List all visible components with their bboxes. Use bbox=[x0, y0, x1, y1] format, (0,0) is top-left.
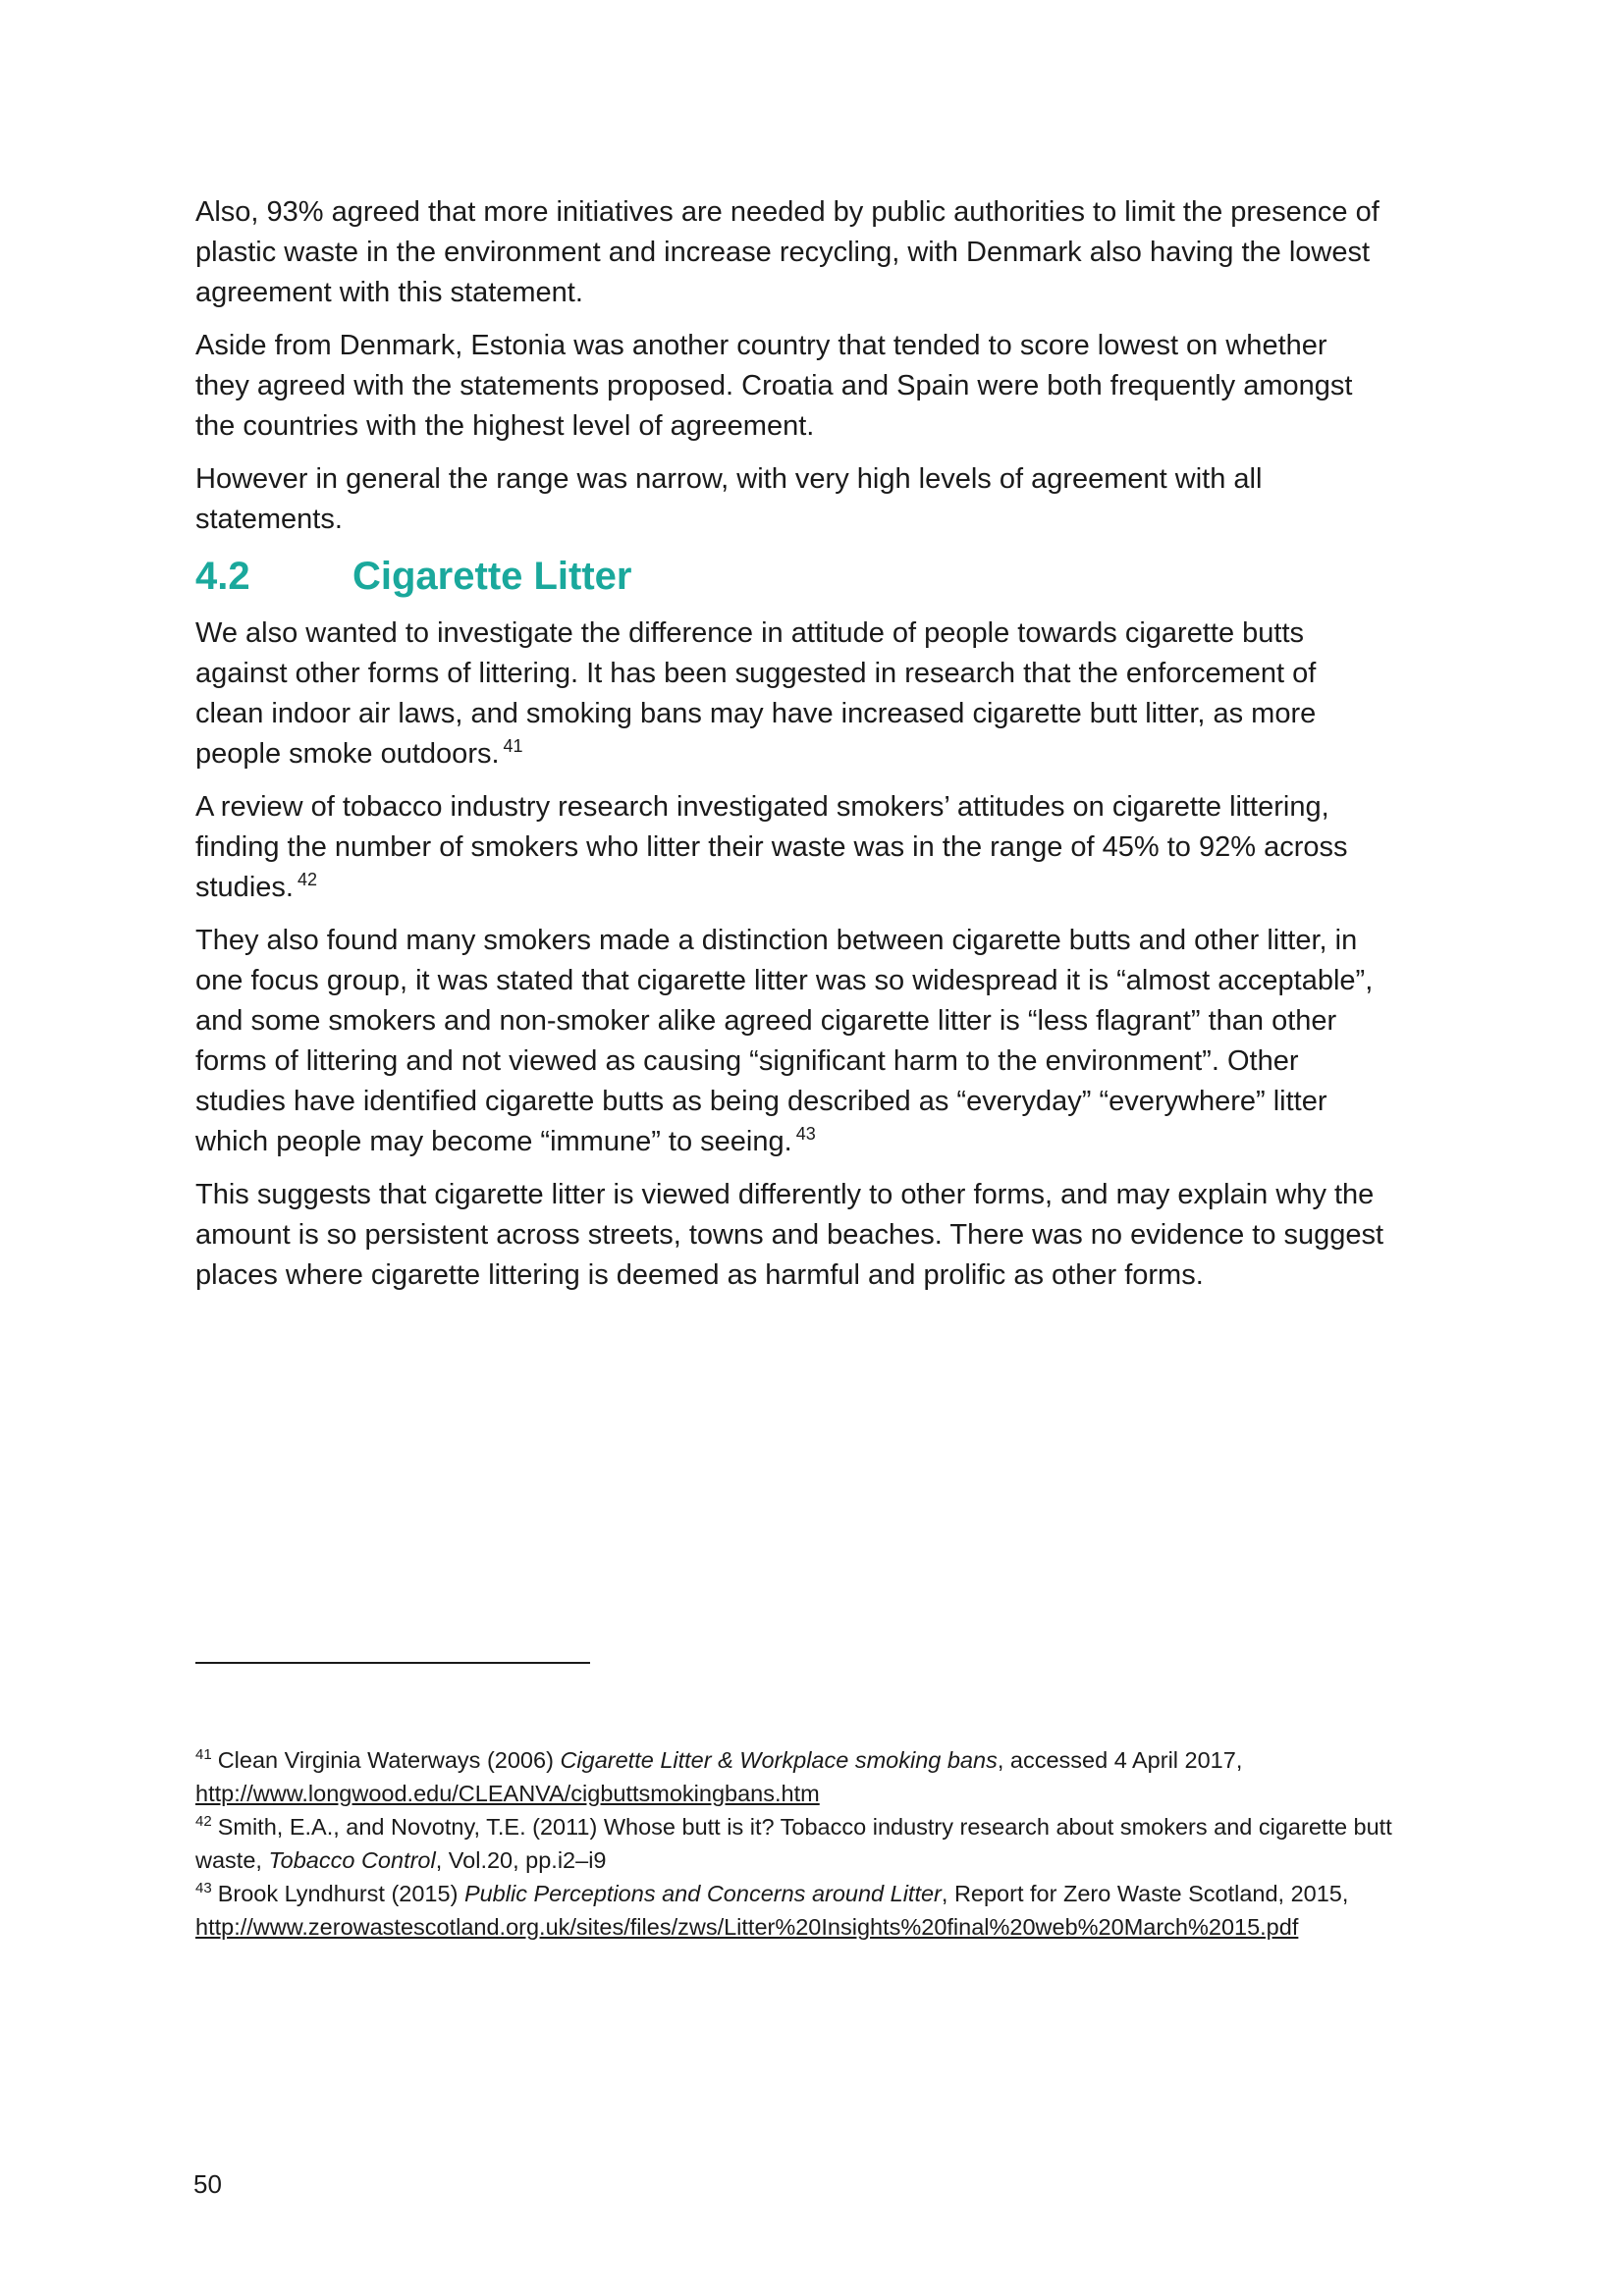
section-heading bbox=[195, 553, 1388, 600]
footnote-text: Clean Virginia Waterways (2006) bbox=[217, 1747, 561, 1773]
footnote-link[interactable]: http://www.longwood.edu/CLEANVA/cigbuttsmokingbans.htm bbox=[195, 1781, 820, 1806]
footnote bbox=[195, 1877, 1393, 1944]
paragraph: Also, 93% agreed that more initiatives are needed by public authorities to limit the presence of plastic waste in the environment and increase recycling, with Denmark also having the lowest agreement with this statement. bbox=[195, 196, 1380, 308]
footnotes bbox=[195, 1743, 1393, 1944]
footnote-text: , accessed 4 April 2017, bbox=[997, 1747, 1243, 1773]
main-content bbox=[195, 192, 1388, 1308]
footnote-number: 41 bbox=[195, 1746, 212, 1764]
footnote-number: 42 bbox=[195, 1813, 212, 1831]
paragraph: Aside from Denmark, Estonia was another country that tended to score lowest on whether they agreed with the statements proposed. Croatia and Spain were both frequently amongst the countries with the highest level of agreement. bbox=[195, 330, 1353, 442]
paragraph: However in general the range was narrow, with very high levels of agreement with all statements. bbox=[195, 463, 1263, 535]
footnote-reference[interactable]: 41 bbox=[503, 736, 523, 757]
footnote-number: 43 bbox=[195, 1880, 212, 1897]
footnote-text: Smith, E.A., and Novotny, T.E. (2011) Whose butt is it? Tobacco industry research about smokers and cigarette butt waste, bbox=[195, 1814, 1392, 1873]
footnote-text: Brook Lyndhurst (2015) bbox=[217, 1881, 464, 1906]
paragraph-text: We also wanted to investigate the difference in attitude of people towards cigarette butts against other forms of littering. It has been suggested in research that the enforcement of clean indoor air laws, and smoking bans may have increased cigarette butt litter, as more people smoke outdoors. bbox=[195, 617, 1317, 770]
section-number: 4.2 bbox=[195, 555, 250, 598]
page-number: 50 bbox=[193, 2169, 222, 2199]
footnote-reference[interactable]: 43 bbox=[795, 1124, 816, 1145]
footnote-text: , Vol.20, pp.i2–i9 bbox=[435, 1847, 607, 1873]
footnote-link[interactable]: http://www.zerowastescotland.org.uk/sites/files/zws/Litter%20Insights%20final%20web%20March%2015.pdf bbox=[195, 1914, 1299, 1940]
paragraph bbox=[195, 1175, 1388, 1296]
footnote bbox=[195, 1743, 1393, 1810]
paragraph-text: This suggests that cigarette litter is viewed differently to other forms, and may explain why the amount is so persistent across streets, towns and beaches. There was no evidence to suggest places where cigarette littering is deemed as harmful and prolific as other forms. bbox=[195, 1179, 1384, 1291]
paragraph-text: They also found many smokers made a distinction between cigarette butts and other litter, in one focus group, it was stated that cigarette litter was so widespread it is “almost acceptable”, and some smokers and non-smoker alike agreed cigarette litter is “less flagrant” than other forms of littering and not viewed as causing “significant harm to the environment”. Other studies have identified cigarette butts as being described as “everyday” “everywhere” litter which people may become “immune” to seeing. bbox=[195, 925, 1374, 1157]
paragraph bbox=[195, 614, 1388, 774]
paragraph bbox=[195, 921, 1388, 1162]
footnote-title: Tobacco Control bbox=[268, 1847, 436, 1873]
footnote-reference[interactable]: 42 bbox=[297, 870, 317, 890]
footnote bbox=[195, 1810, 1393, 1877]
footnote-text: , Report for Zero Waste Scotland, 2015, bbox=[941, 1881, 1349, 1906]
footnote-title: Cigarette Litter & Workplace smoking bans bbox=[560, 1747, 998, 1773]
footnote-title: Public Perceptions and Concerns around Litter bbox=[463, 1881, 942, 1906]
paragraph bbox=[195, 787, 1388, 908]
section-title: Cigarette Litter bbox=[352, 555, 632, 598]
paragraph-text: A review of tobacco industry research investigated smokers’ attitudes on cigarette littering, finding the number of smokers who litter their waste was in the range of 45% to 92% across studies. bbox=[195, 791, 1348, 903]
footnote-separator bbox=[195, 1662, 590, 1664]
